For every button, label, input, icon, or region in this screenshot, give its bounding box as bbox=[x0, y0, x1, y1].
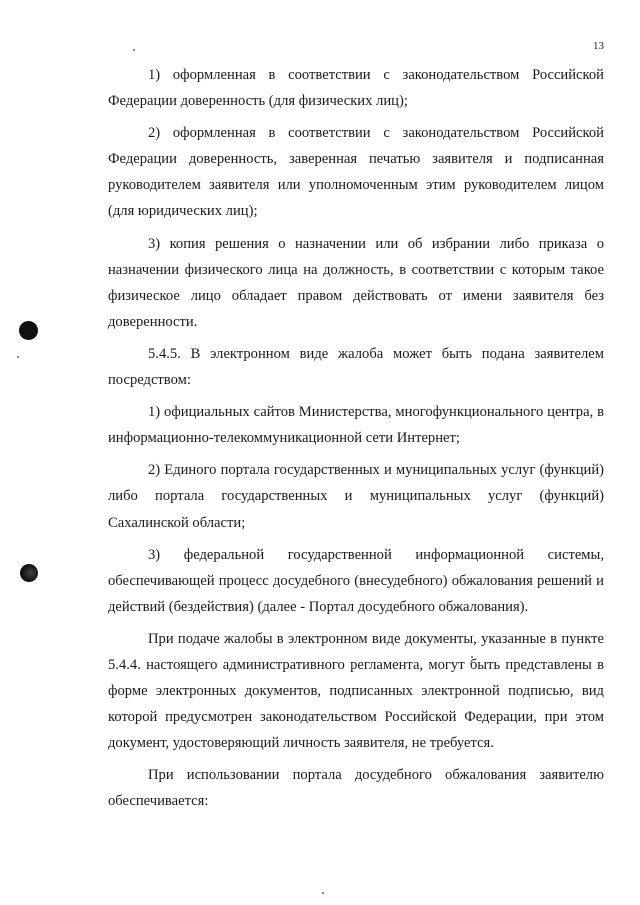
paragraph-item-1: 1) оформленная в соответствии с законодательством Российской Федерации доверенность (для физических лиц); bbox=[108, 67, 604, 110]
paragraph-electronic-submission: При подаче жалобы в электронном виде документы, указанные в пункте 5.4.4. настоящего административного регламента, могут быть представлены в форме электронных документов, подписанных электронной подписью, вид которой предусмотрен законодательством Российской Федерации, при этом документ, удостоверяющий личность заявителя, не требуется. bbox=[108, 630, 604, 752]
paragraph-item-3-federal-system: 3) федеральной государственной информационной системы, обеспечивающей процесс досудебного (внесудебного) обжалования решений и действий (бездействия) (далее - Портал досудебного обжалования). bbox=[108, 546, 604, 615]
document-body bbox=[108, 62, 604, 821]
paragraph-portal-usage: При использовании портала досудебного обжалования заявителю обеспечивается: bbox=[108, 767, 604, 810]
punch-hole-mark bbox=[19, 321, 38, 340]
paragraph-item-2: 2) оформленная в соответствии с законодательством Российской Федерации доверенность, заверенная печатью заявителя и подписанная руководителем заявителя или уполномоченным этим руководителем лицом (для юридических лиц); bbox=[108, 125, 604, 220]
page-number: 13 bbox=[593, 40, 604, 52]
paragraph-item-1-sites: 1) официальных сайтов Министерства, многофункционального центра, в информационно-телекоммуникационной сети Интернет; bbox=[108, 404, 604, 447]
scan-speck bbox=[17, 356, 19, 358]
paragraph-item-2-portal: 2) Единого портала государственных и муниципальных услуг (функций) либо портала государственных и муниципальных услуг (функций) Сахалинской области; bbox=[108, 462, 604, 531]
scan-speck bbox=[322, 892, 324, 894]
paragraph-item-3: 3) копия решения о назначении или об избрании либо приказа о назначении физического лица на должность, в соответствии с которым такое физическое лицо обладает правом действовать от имени заявителя без доверенности. bbox=[108, 235, 604, 330]
punch-hole-mark bbox=[20, 564, 38, 582]
paragraph-section-5-4-5: 5.4.5. В электронном виде жалоба может быть подана заявителем посредством: bbox=[108, 345, 604, 389]
scan-speck bbox=[133, 49, 135, 51]
